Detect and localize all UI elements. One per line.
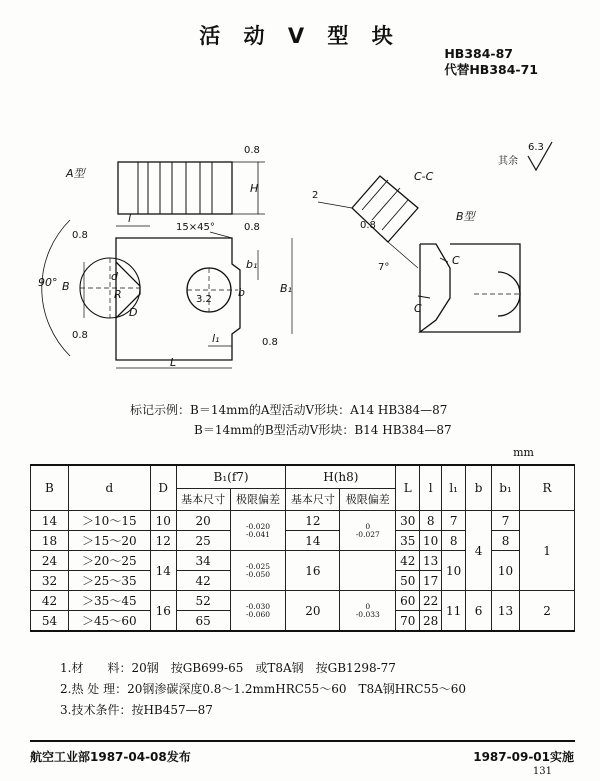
cell-D: 12 — [150, 531, 176, 551]
cell-b1: 8 — [492, 531, 520, 551]
note-technical-conditions: 3.技术条件：按HB457—87 — [60, 703, 213, 717]
roughness-bottom: 0.8 — [244, 222, 260, 233]
roughness-general-value: 6.3 — [528, 142, 544, 153]
dim-R-label: R — [114, 288, 122, 301]
roughness-section: 0.8 — [360, 220, 376, 231]
type-a-label: A型 — [66, 167, 85, 180]
cell-B1-tol — [230, 551, 286, 591]
cell-L: 50 — [396, 571, 420, 591]
technical-drawing — [0, 120, 600, 390]
top-view-hatch — [138, 162, 212, 214]
cell-B1-tol — [230, 591, 286, 632]
dim-l1-label: l₁ — [212, 332, 220, 345]
replaces-standard: 代替HB384-71 — [444, 62, 538, 77]
angle-7-label: 7° — [378, 262, 390, 273]
cell-l: 22 — [420, 591, 442, 611]
dim-l-label: l — [128, 212, 132, 225]
cell-B: 32 — [31, 571, 69, 591]
cell-l: 13 — [420, 551, 442, 571]
cell-B: 24 — [31, 551, 69, 571]
cell-b1: 13 — [492, 591, 520, 632]
dim-D-label: D — [129, 306, 138, 319]
cell-b: 4 — [466, 511, 492, 591]
header-R: R — [520, 465, 575, 511]
dim-B-label: B — [62, 280, 70, 293]
cell-B1: 20 — [176, 511, 230, 531]
tol-upper: 0 — [365, 521, 371, 531]
cell-l: 28 — [420, 611, 442, 632]
header-B1: B₁(f7) — [176, 465, 286, 488]
header-H: H(h8) — [286, 465, 396, 488]
tol-lower: -0.033 — [355, 609, 380, 619]
tol-upper: -0.030 — [246, 601, 271, 611]
cell-B1-tol — [230, 511, 286, 551]
roughness-groove-bottom: 0.8 — [72, 330, 88, 341]
cell-d: ＞20～25 — [68, 551, 150, 571]
cell-H: 16 — [286, 551, 340, 591]
cell-R: 1 — [520, 511, 575, 591]
cell-l1: 10 — [442, 551, 466, 591]
header-B1-limit: 极限偏差 — [230, 488, 286, 510]
marking-example — [130, 400, 452, 440]
pin-hole — [187, 268, 231, 312]
cell-H-tol — [340, 591, 396, 632]
table-row — [31, 591, 575, 611]
cell-l: 17 — [420, 571, 442, 591]
cell-l1: 8 — [442, 531, 466, 551]
cell-l1: 7 — [442, 511, 466, 531]
dim-b-label: b — [238, 286, 245, 299]
cell-b: 6 — [466, 591, 492, 632]
header-d: d — [68, 465, 150, 511]
cell-l1: 11 — [442, 591, 466, 632]
header-B1-base: 基本尺寸 — [176, 488, 230, 510]
unit-label: mm — [513, 446, 534, 459]
cell-L: 70 — [396, 611, 420, 632]
technical-notes — [60, 658, 466, 721]
marking-line-2: B＝14mm的B型活动V形块：B14 HB384—87 — [194, 423, 452, 437]
roughness-rest-label: 其余 — [498, 156, 518, 167]
cell-B: 54 — [31, 611, 69, 632]
cell-b1: 10 — [492, 551, 520, 591]
cell-d: ＞35～45 — [68, 591, 150, 611]
section-mark-c-bottom: C — [414, 302, 422, 315]
cell-H: 12 — [286, 511, 340, 531]
dim-b1-label: b₁ — [246, 258, 258, 271]
cell-R: 2 — [520, 591, 575, 632]
tol-upper: -0.025 — [246, 561, 271, 571]
cell-D: 10 — [150, 511, 176, 531]
header-l1: l₁ — [442, 465, 466, 511]
cell-d: ＞25～35 — [68, 571, 150, 591]
cell-d: ＞45～60 — [68, 611, 150, 632]
cell-d: ＞10～15 — [68, 511, 150, 531]
cell-b1: 7 — [492, 511, 520, 531]
dimension-table — [30, 464, 575, 632]
issue-date: 航空工业部1987-04-08发布 — [30, 750, 191, 764]
marking-line-1: 标记示例：B＝14mm的A型活动V形块：A14 HB384—87 — [130, 403, 448, 417]
cell-l: 10 — [420, 531, 442, 551]
dim-H-label: H — [250, 182, 259, 195]
standard-number-block — [444, 46, 538, 78]
cell-H-tol — [340, 511, 396, 551]
header-D: D — [150, 465, 176, 511]
callout-2: 2 — [312, 190, 319, 201]
table-header-row — [31, 465, 575, 488]
cell-d: ＞15～20 — [68, 531, 150, 551]
cell-B1: 34 — [176, 551, 230, 571]
cell-B: 18 — [31, 531, 69, 551]
cell-B1: 42 — [176, 571, 230, 591]
angle-label: 90° — [38, 276, 58, 289]
roughness-top: 0.8 — [244, 145, 260, 156]
effective-date: 1987-09-01实施 — [473, 750, 574, 764]
cell-L: 60 — [396, 591, 420, 611]
chamfer-label: 15×45° — [176, 222, 215, 233]
table-row — [31, 511, 575, 531]
page-number: 131 — [532, 766, 552, 777]
page-title: 活 动 V 型 块 — [199, 24, 401, 48]
roughness-hole: 3.2 — [196, 294, 212, 305]
header-L: L — [396, 465, 420, 511]
cell-l: 8 — [420, 511, 442, 531]
note-material: 1.材 料：20钢 按GB699-65 或T8A钢 按GB1298-77 — [60, 661, 396, 675]
header-H-base: 基本尺寸 — [286, 488, 340, 510]
cell-H-tol — [340, 551, 396, 591]
cell-H: 14 — [286, 531, 340, 551]
tol-upper: 0 — [365, 601, 371, 611]
cell-B1: 25 — [176, 531, 230, 551]
header-l: l — [420, 465, 442, 511]
dim-d-label: d — [111, 270, 118, 283]
standard-number: HB384-87 — [444, 46, 513, 61]
cell-H: 20 — [286, 591, 340, 632]
roughness-front-right: 0.8 — [262, 337, 278, 348]
section-mark-c-top: C — [452, 254, 460, 267]
top-view-outline — [118, 162, 232, 214]
roughness-groove-top: 0.8 — [72, 230, 88, 241]
cell-L: 35 — [396, 531, 420, 551]
cell-L: 30 — [396, 511, 420, 531]
dim-B1-label: B₁ — [280, 282, 292, 295]
cell-D: 14 — [150, 551, 176, 591]
header-B: B — [31, 465, 69, 511]
header-H-limit: 极限偏差 — [340, 488, 396, 510]
tol-lower: -0.027 — [355, 529, 380, 539]
table-row — [31, 551, 575, 571]
header-b: b — [466, 465, 492, 511]
type-b-label: B型 — [456, 210, 475, 223]
section-outline — [352, 176, 418, 242]
tol-lower: -0.050 — [246, 569, 271, 579]
note-heat-treatment: 2.热 处 理：20钢渗碳深度0.8～1.2mmHRC55～60 T8A钢HRC55～60 — [60, 682, 467, 696]
type-b-outline — [420, 244, 520, 332]
footer-divider — [30, 740, 575, 742]
cell-B1: 65 — [176, 611, 230, 632]
tol-lower: -0.060 — [246, 609, 271, 619]
tol-upper: -0.020 — [246, 521, 271, 531]
header-b1: b₁ — [492, 465, 520, 511]
section-label: C-C — [414, 170, 434, 183]
cell-D: 16 — [150, 591, 176, 632]
cell-B1: 52 — [176, 591, 230, 611]
cell-L: 42 — [396, 551, 420, 571]
table-row — [31, 531, 575, 551]
tol-lower: -0.041 — [246, 529, 271, 539]
cell-B: 42 — [31, 591, 69, 611]
cell-B: 14 — [31, 511, 69, 531]
dim-L-label: L — [170, 356, 177, 369]
